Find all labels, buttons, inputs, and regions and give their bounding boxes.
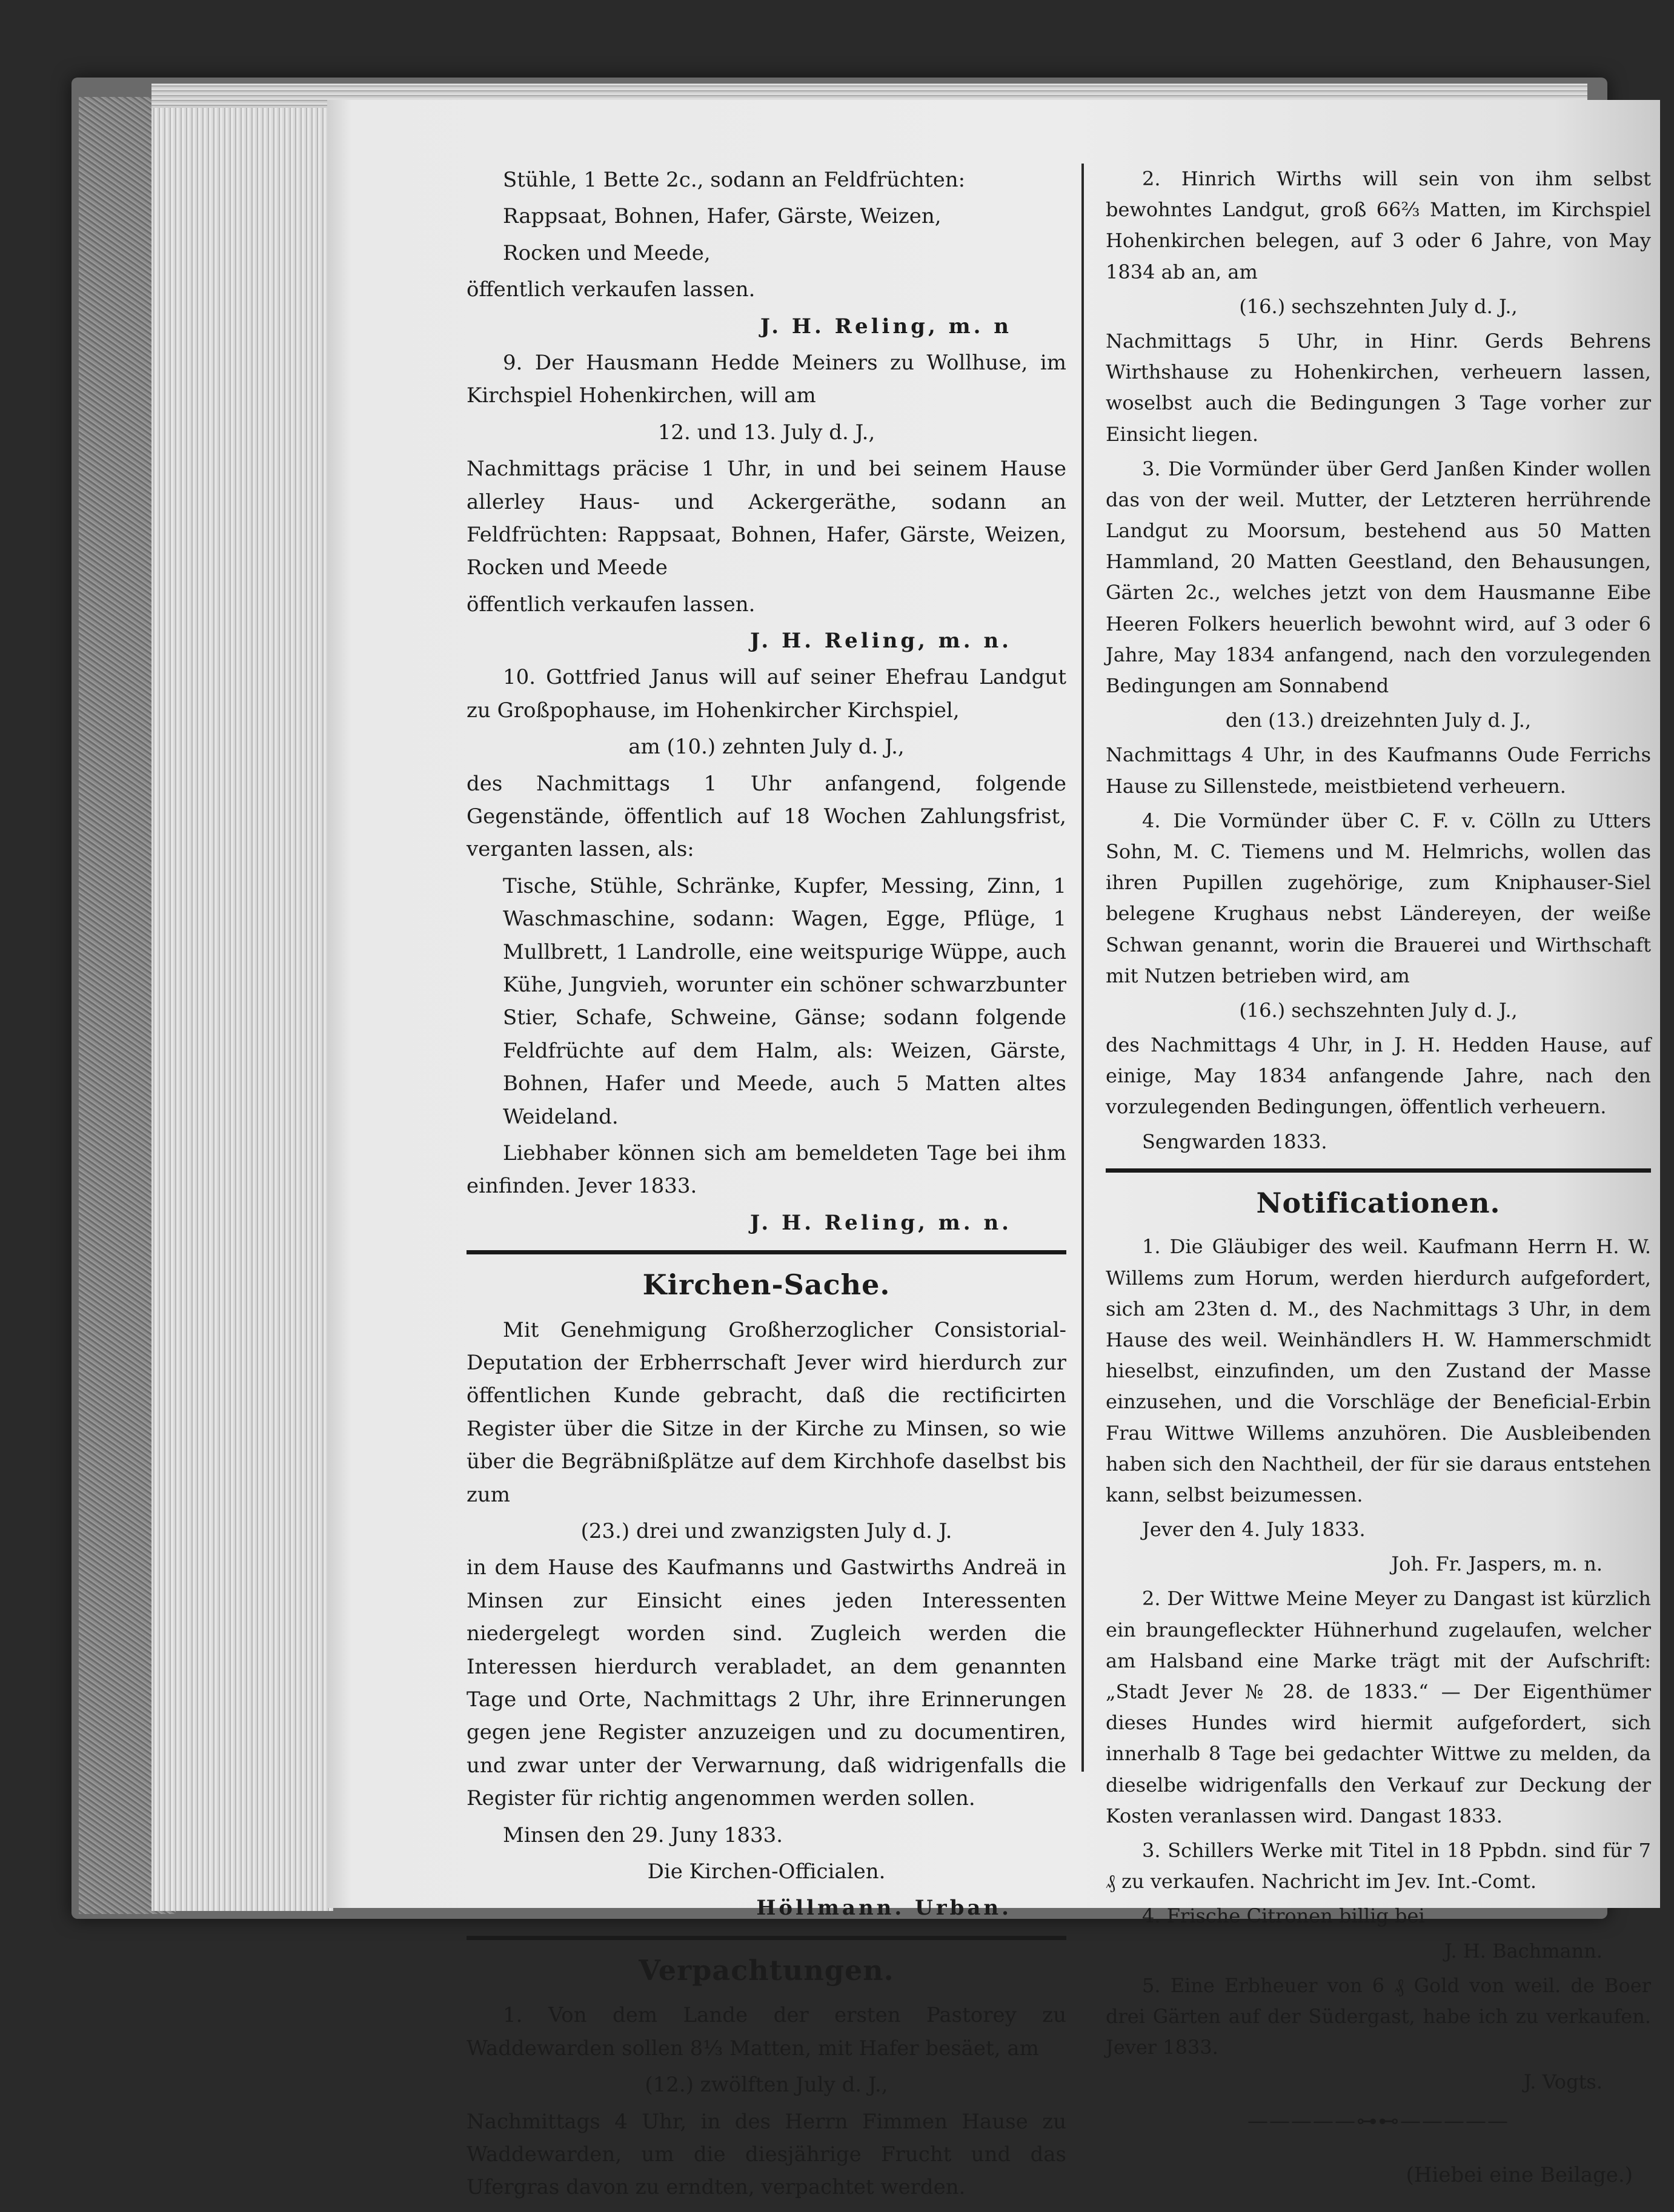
notif-5-signature: J. Vogts. <box>1523 2070 1603 2094</box>
notif-4-text: 4. Frische Citronen billig bei <box>1142 1904 1425 1928</box>
kirchen-details: in dem Hause des Kaufmanns und Gastwirths Andreä in Minsen zur Einsicht eines jeden Interessenten niedergelegt worden sind. Zugleich werden die Interessen hierdurch verabladet, an dem genannten Tage und Orte, Nachmittags 2 Uhr, ihre Erinnerungen gegen jene Register anzuzeigen und zu documentiren, und zwar unter der Verwarnung, daß widrigenfalls die Register für richtig angenommen werden sollen. <box>467 1555 1066 1811</box>
verpacht-1-details: Nachmittags 4 Uhr, in des Herrn Fimmen Hause zu Waddewarden, um die diesjährige Frucht und das Ufergras davon zu erndten, verpachtet werden. <box>467 2109 1066 2200</box>
item-10-text: 10. Gottfried Janus will auf seiner Ehefrau Landgut zu Großpophause, im Hohenkircher Kirchspiel, <box>467 665 1066 723</box>
item-9-text: 9. Der Hausmann Hedde Meiners zu Wollhuse, im Kirchspiel Hohenkirchen, will am <box>467 350 1066 408</box>
item-r4-date: (16.) sechszehnten July d. J., <box>1239 998 1518 1022</box>
item-r4-details: des Nachmittags 4 Uhr, in J. H. Hedden Hause, auf einige, May 1834 anfangende Jahre, nach den vorzulegenden Bedingungen, öffentlich verheuern. <box>1106 1033 1651 1119</box>
notif-3-text: 3. Schillers Werke mit Titel in 18 Ppbdn. sind für 7 ₰ zu verkaufen. Nachricht im Jev. Int.-Comt. <box>1106 1838 1651 1893</box>
item-r2-details: Nachmittags 5 Uhr, in Hinr. Gerds Behrens Wirthshause zu Hohenkirchen, verheuern lassen, woselbst auch die Bedingungen 3 Tage vorher zur Einsicht liegen. <box>1106 329 1651 446</box>
item-r4-place: Sengwarden 1833. <box>1142 1130 1327 1153</box>
item-r4-text: 4. Die Vormünder über C. F. v. Cölln zu Utters Sohn, M. C. Tiemens und M. Helmrichs, wollen das ihren Pupillen zugehörige, zum Kniphauser-Siel belegene Krughaus nebst Ländereyen, der weiße Schwan genannt, worin die Brauerei und Wirthschaft mit Nutzen betrieben wird, am <box>1106 809 1651 987</box>
item-8-line-4: öffentlich verkaufen lassen. <box>467 277 756 302</box>
notif-4-signature: J. H. Bachmann. <box>1444 1939 1603 1962</box>
item-r2-text: 2. Hinrich Wirths will sein von ihm selbst bewohntes Landgut, groß 66⅔ Matten, im Kirchspiel Hohenkirchen belegen, auf 3 oder 6 Jahre, von May 1834 ab an, am <box>1106 167 1651 283</box>
item-10-details: des Nachmittags 1 Uhr anfangend, folgende Gegenstände, öffentlich auf 18 Wochen Zahlungsfrist, verganten lassen, als: <box>467 771 1066 862</box>
verpacht-1-date: (12.) zwölften July d. J., <box>645 2073 888 2098</box>
left-column <box>467 164 1066 2208</box>
item-10-list: Tische, Stühle, Schränke, Kupfer, Messing, Zinn, 1 Waschmaschine, sodann: Wagen, Egge, Pflüge, 1 Mullbrett, 1 Landrolle, eine weitspurige Wüppe, auch Kühe, Jungvieh, worunter ein schöner schwarzbunter Stier, Schafe, Schweine, Gänse; sodann folgende Feldfrüchte auf dem Halm, als: Weizen, Gärste, Bohnen, Hafer und Meede, auch 5 Matten altes Weideland. <box>503 873 1066 1129</box>
item-9-details: Nachmittags präcise 1 Uhr, in und bei seinem Hause allerley Haus- und Ackergeräthe, sodann an Feldfrüchten: Rappsaat, Bohnen, Hafer, Gärste, Weizen, Rocken und Meede <box>467 457 1066 580</box>
kirchen-officials: Die Kirchen-Officialen. <box>647 1859 886 1884</box>
item-r3-date: den (13.) dreizehnten July d. J., <box>1225 709 1532 732</box>
right-column <box>1106 164 1651 2212</box>
verpacht-1-text: 1. Von dem Lande der ersten Pastorey zu Waddewarden sollen 8⅓ Matten, mit Hafer besäet, am <box>467 2003 1066 2061</box>
column-divider <box>1081 164 1084 1772</box>
end-ornament: —————⊶⊷————— <box>1247 2109 1509 2134</box>
notif-1-text: 1. Die Gläubiger des weil. Kaufmann Herrn H. W. Willems zum Horum, werden hierdurch aufgefordert, sich am 23ten d. M., des Nachmittags 3 Uhr, in dem Hause des weil. Weinhändlers H. W. Hammerschmidt hieselbst, einzufinden, um den Zustand der Masse einzusehen, und die Vorschläge der Beneficial-Erbin Frau Wittwe Willems anzuhören. Die Ausbleibenden haben sich den Nachtheil, der für sie daraus entstehen kann, selbst beizumessen. <box>1106 1235 1651 1506</box>
item-8-line-3: Rocken und Meede, <box>503 240 711 265</box>
item-8-signature: J. H. Reling, m. n <box>760 314 1012 339</box>
section-rule <box>467 1250 1066 1254</box>
page-edges <box>151 100 333 1911</box>
kirchen-heading: Kirchen-Sache. <box>642 1268 891 1302</box>
section-rule <box>467 1936 1066 1940</box>
kirchen-signature: Höllmann. Urban. <box>756 1896 1012 1921</box>
item-r3-details: Nachmittags 4 Uhr, in des Kaufmanns Oude Ferrichs Hause zu Sillenstede, meistbietend verheuern. <box>1106 743 1651 798</box>
kirchen-place: Minsen den 29. Juny 1833. <box>503 1823 783 1847</box>
supplement-note: (Hiebei eine Beilage.) <box>1406 2162 1633 2187</box>
notif-1-place: Jever den 4. July 1833. <box>1142 1518 1366 1541</box>
item-9-signature: J. H. Reling, m. n. <box>749 629 1012 654</box>
item-r2-date: (16.) sechszehnten July d. J., <box>1239 294 1518 318</box>
item-r3-text: 3. Die Vormünder über Gerd Janßen Kinder wollen das von der weil. Mutter, der Letzteren herrührende Landgut zu Moorsum, bestehend aus 50 Matten Hammland, 20 Matten Geestland, den Behausungen, Gärten 2c., welches jetzt von dem Hausmanne Eibe Heeren Folkers heuerlich bewohnt wird, auf 3 oder 6 Jahre, May 1834 anfangend, nach den vorzulegenden Bedingungen am Sonnabend <box>1106 457 1651 697</box>
kirchen-date: (23.) drei und zwanzigsten July d. J. <box>580 1519 952 1544</box>
item-10-date: am (10.) zehnten July d. J., <box>628 735 905 760</box>
kirchen-text: Mit Genehmigung Großherzoglicher Consistorial-Deputation der Erbherrschaft Jever wird hierdurch zur öffentlichen Kunde gebracht, daß die rectificirten Register über die Sitze in der Kirche zu Minsen, so wie über die Begräbnißplätze auf dem Kirchhofe daselbst bis zum <box>467 1317 1066 1507</box>
notif-heading: Notificationen. <box>1256 1186 1501 1219</box>
section-rule <box>1106 1168 1651 1173</box>
item-10-end: Liebhaber können sich am bemeldeten Tage bei ihm einfinden. Jever 1833. <box>467 1141 1066 1199</box>
item-8-line-2: Rappsaat, Bohnen, Hafer, Gärste, Weizen, <box>503 204 942 229</box>
item-10-signature: J. H. Reling, m. n. <box>749 1210 1012 1235</box>
notif-1-signature: Joh. Fr. Jaspers, m. n. <box>1391 1552 1603 1576</box>
item-9-end: öffentlich verkaufen lassen. <box>467 592 756 617</box>
item-8-line-1: Stühle, 1 Bette 2c., sodann an Feldfrüchten: <box>503 168 966 192</box>
verpacht-heading: Verpachtungen. <box>639 1953 894 1987</box>
notif-5-text: 5. Eine Erbheuer von 6 ₰ Gold von weil. de Boer drei Gärten auf der Südergast, habe ich zu verkaufen. Jever 1833. <box>1106 1973 1651 2059</box>
item-9-date: 12. und 13. July d. J., <box>657 420 875 445</box>
notif-2-text: 2. Der Wittwe Meine Meyer zu Dangast ist kürzlich ein braungefleckter Hühnerhund zugelaufen, welcher am Halsband eine Marke trägt mit der Aufschrift: „Stadt Jever № 28. de 1833.“ — Der Eigenthümer dieses Hundes wird hiermit aufgefordert, sich innerhalb 8 Tage bei gedachter Wittwe zu melden, da dieselbe widrigenfalls den Verkauf zur Deckung der Kosten veranlassen wird. Dangast 1833. <box>1106 1587 1651 1827</box>
